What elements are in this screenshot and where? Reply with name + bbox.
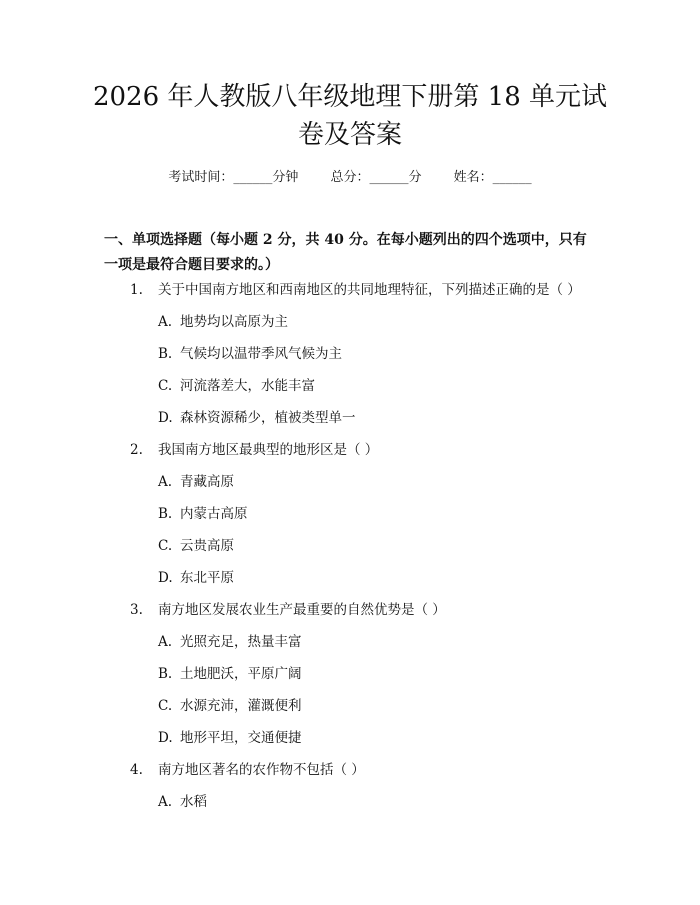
option-letter: D. (158, 410, 173, 426)
option (158, 473, 234, 491)
option-letter: D. (158, 730, 173, 746)
option (158, 569, 234, 587)
option (158, 633, 302, 651)
question-text: 南方地区发展农业生产最重要的自然优势是（ ） (158, 602, 446, 618)
option-text: 森林资源稀少，植被类型单一 (180, 410, 356, 426)
option-letter: B. (158, 506, 173, 522)
option (158, 665, 302, 683)
option-text: 水稻 (180, 794, 207, 810)
question-number: 4. (130, 762, 143, 778)
question-text: 南方地区著名的农作物不包括（ ） (158, 762, 365, 778)
option-text: 光照充足，热量丰富 (180, 634, 302, 650)
option (158, 793, 207, 811)
option-letter: B. (158, 346, 173, 362)
option (158, 505, 248, 523)
student-name: 姓名：______ (453, 170, 532, 185)
option (158, 377, 315, 395)
option-letter: A. (158, 634, 173, 650)
option-letter: A. (158, 794, 173, 810)
document-title: 2026 年人教版八年级地理下册第 18 单元试卷及答案 (92, 82, 608, 150)
option-text: 气候均以温带季风气候为主 (180, 346, 342, 362)
question-text: 关于中国南方地区和西南地区的共同地理特征，下列描述正确的是（ ） (158, 282, 581, 298)
option-text: 东北平原 (180, 570, 234, 586)
exam-total-score: 总分：______分 (330, 170, 422, 185)
section-heading: 一、单项选择题（每小题 2 分，共 40 分。在每小题列出的四个选项中，只有一项是最符合题目要求的。） (104, 232, 587, 273)
option (158, 697, 302, 715)
question-text: 我国南方地区最典型的地形区是（ ） (158, 442, 379, 458)
option-text: 河流落差大，水能丰富 (180, 378, 315, 394)
option-text: 地形平坦，交通便捷 (180, 730, 302, 746)
question (130, 761, 365, 779)
option (158, 537, 234, 555)
question (130, 601, 446, 619)
option-letter: A. (158, 314, 173, 330)
option-text: 地势均以高原为主 (180, 314, 288, 330)
option-text: 青藏高原 (180, 474, 234, 490)
exam-time: 考试时间：______分钟 (168, 170, 299, 185)
option-letter: B. (158, 666, 173, 682)
question-number: 3. (130, 602, 143, 618)
exam-meta (0, 169, 700, 187)
option-text: 内蒙古高原 (180, 506, 248, 522)
question-number: 2. (130, 442, 143, 458)
option-text: 水源充沛，灌溉便利 (180, 698, 302, 714)
question (130, 441, 378, 459)
option (158, 313, 288, 331)
question-number: 1. (130, 282, 143, 298)
option-letter: C. (158, 698, 173, 714)
option (158, 729, 302, 747)
option-text: 云贵高原 (180, 538, 234, 554)
option-letter: C. (158, 538, 173, 554)
option-letter: A. (158, 474, 173, 490)
option (158, 409, 356, 427)
option (158, 345, 342, 363)
question (130, 281, 581, 299)
option-text: 土地肥沃，平原广阔 (180, 666, 302, 682)
option-letter: D. (158, 570, 173, 586)
option-letter: C. (158, 378, 173, 394)
